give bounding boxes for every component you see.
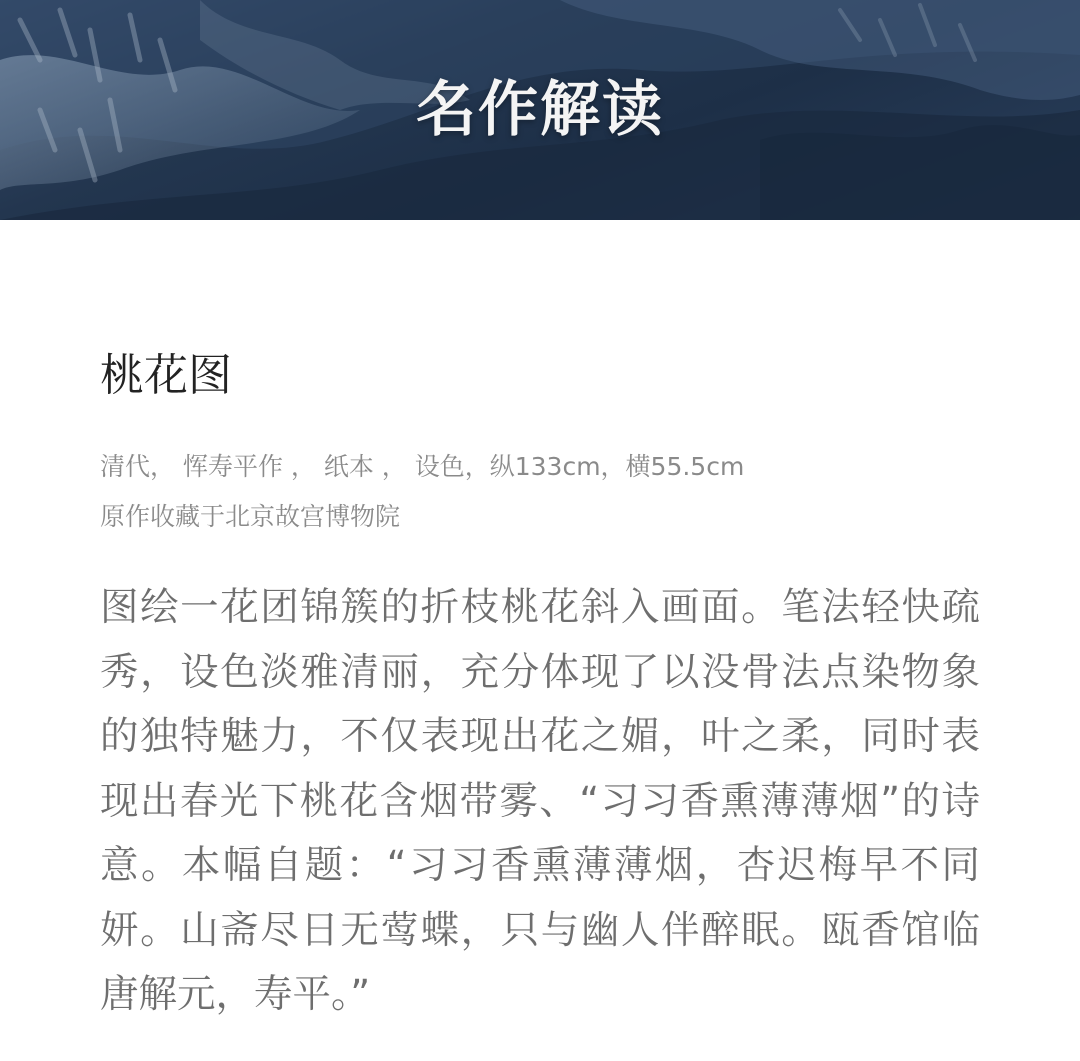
artwork-description: 图绘一花团锦簇的折枝桃花斜入画面。笔法轻快疏秀，设色淡雅清丽，充分体现了以没骨法点染物象的独特魅力，不仅表现出花之媚，叶之柔，同时表现出春光下桃花含烟带雾、“习习香熏薄薄烟”的诗意。本幅自题：“习习香熏薄薄烟，杏迟梅早不同妍。山斋尽日无莺蝶，只与幽人伴醉眠。瓯香馆临唐解元，寿平。” xyxy=(100,585,980,1017)
banner-title: 名作解读 xyxy=(416,75,664,145)
artwork-metadata: 清代， 恽寿平作 ， 纸本 ， 设色，纵133cm，横55.5cm xyxy=(100,452,745,481)
artwork-collection: 原作收藏于北京故宫博物院 xyxy=(100,502,401,531)
artwork-title: 桃花图 xyxy=(100,350,232,401)
header-banner xyxy=(0,0,1080,220)
